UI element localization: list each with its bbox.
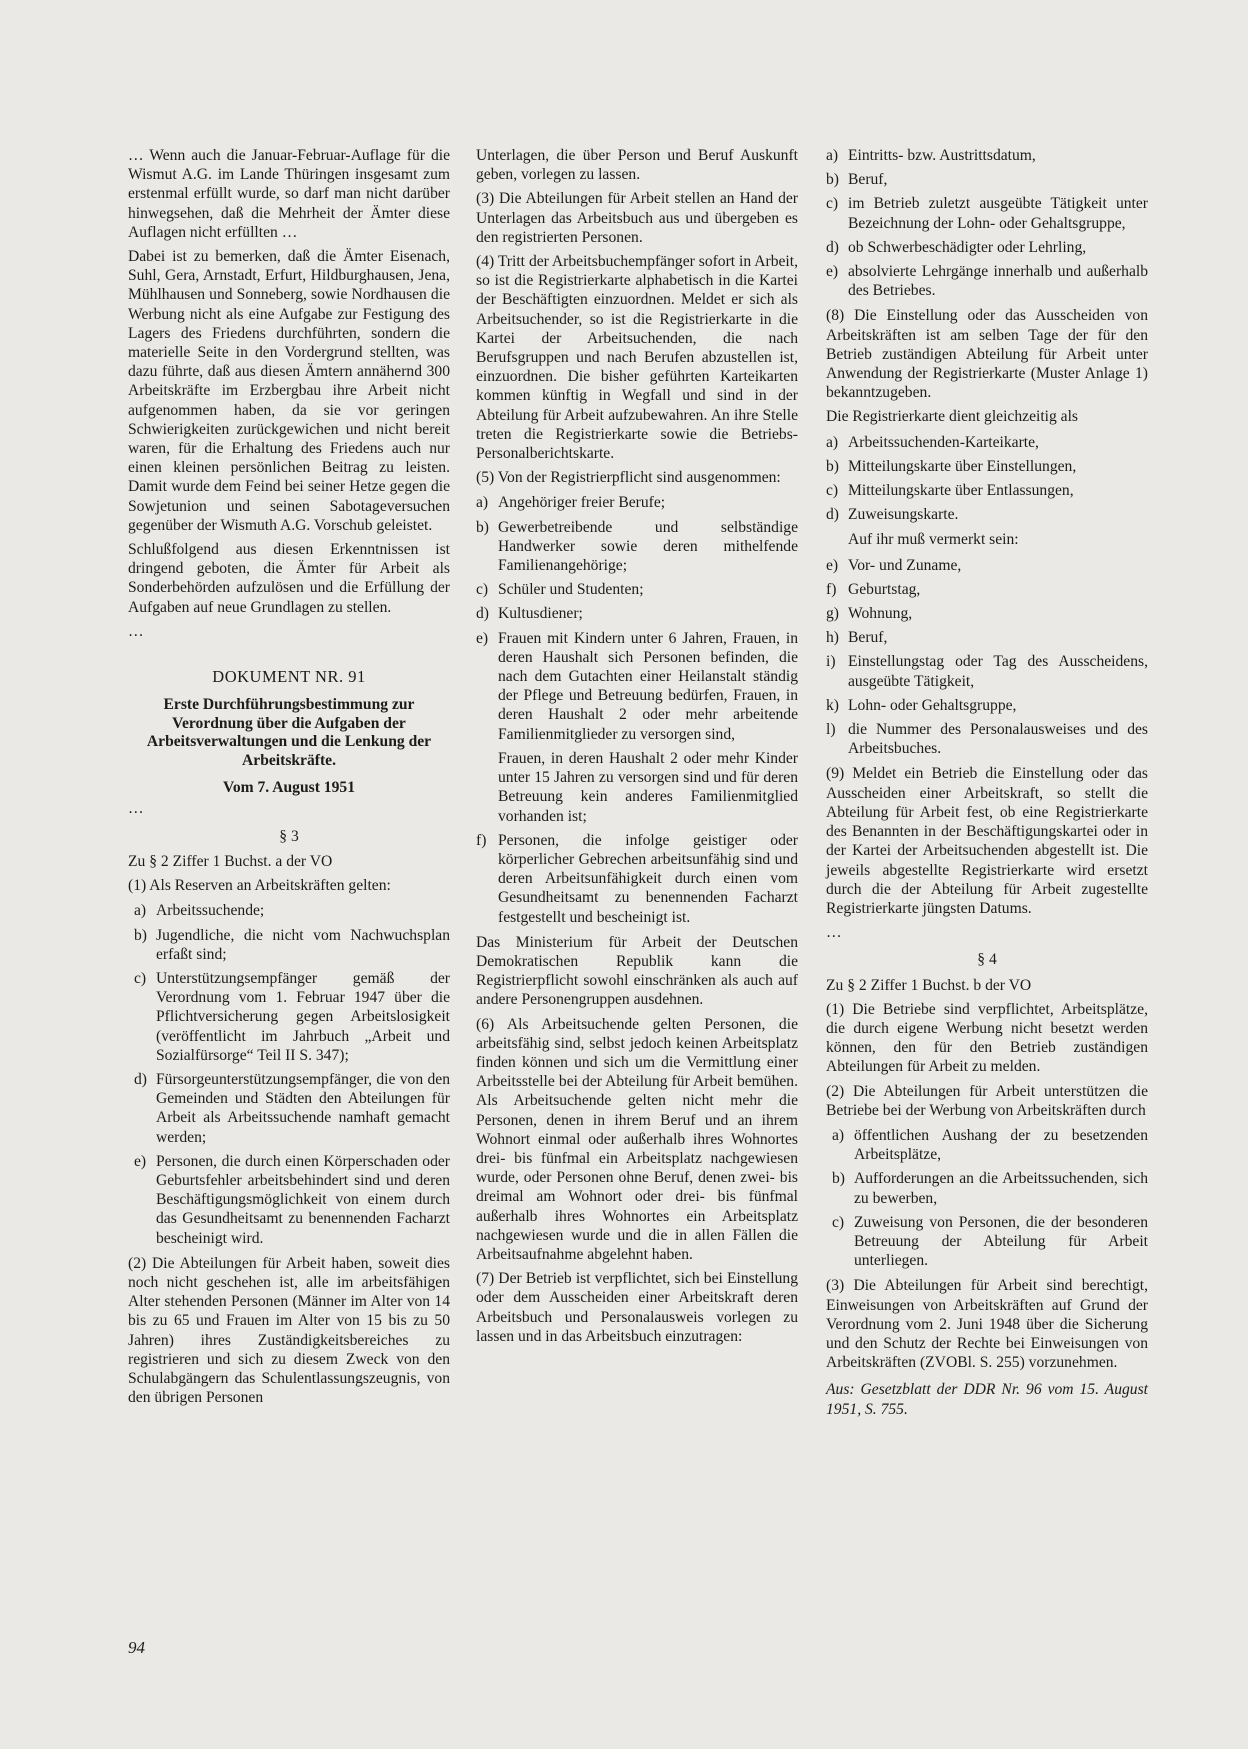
paragraph: (1) Als Reserven an Arbeitskräften gelten: (128, 877, 391, 895)
list-text: absolvierte Lehrgänge innerhalb und außerhalb des Betriebes. (848, 263, 1148, 300)
list-marker: e) (826, 263, 839, 281)
ellipsis: … (128, 622, 144, 640)
list-marker: b) (476, 518, 489, 536)
list-text: Angehöriger freier Berufe; (498, 494, 666, 512)
column-middle (476, 146, 798, 1351)
list-item (134, 1070, 450, 1147)
list-text: Geburtstag, (848, 580, 921, 598)
list-item (832, 1126, 1148, 1164)
list-item (476, 604, 798, 623)
paragraph: Das Ministerium für Arbeit der Deutschen Demokratischen Republik kann die Registrierpflicht sowohl einschränken als auch auf andere Personengruppen ausdehnen. (476, 933, 798, 1009)
paragraph: (2) Die Abteilungen für Arbeit unterstützen die Betriebe bei der Werbung von Arbeitskräften durch (826, 1082, 1148, 1119)
list-text: Arbeitssuchende; (156, 902, 265, 920)
list-text: Schüler und Studenten; (498, 581, 644, 599)
list-marker: c) (826, 482, 839, 500)
section-subheading: Zu § 2 Ziffer 1 Buchst. a der VO (128, 852, 333, 870)
list-marker: c) (826, 195, 839, 213)
document-heading: DOKUMENT NR. 91 (212, 667, 366, 687)
paragraph: (8) Die Einstellung oder das Ausscheiden von Arbeitskräften ist am selben Tage der für den Betrieb zuständigen Abteilung für Arbeit unter Anwendung der Registrierkarte (Muster Anlage 1) bekanntzugeben. (826, 307, 1148, 402)
list-text: Frauen mit Kindern unter 6 Jahren, Frauen, in deren Haushalt sich Personen befinden, die nach dem Gutachten einer Heilanstalt ständig der Pflege und Betreuung bedürfen, Frauen, in deren Haushalt 2 oder mehr arbeitende Familienmitglieder zu versorgen sind, (498, 629, 798, 743)
list-text: Arbeitssuchenden-Karteikarte, (848, 433, 1039, 451)
paragraph: (1) Die Betriebe sind verpflichtet, Arbeitsplätze, die durch eigene Werbung nicht besetzt werden können, den für den Betrieb zuständigen Abteilungen für Arbeit zu melden. (826, 1000, 1148, 1076)
list-item (826, 194, 1148, 232)
list-marker: c) (832, 1213, 845, 1231)
registrierkarte-uses-list (826, 433, 1148, 525)
list-item (476, 493, 798, 512)
list-text: Eintritts- bzw. Austrittsdatum, (848, 147, 1036, 164)
list-marker: c) (134, 969, 147, 987)
paragraph: (2) Die Abteilungen für Arbeit haben, soweit dies noch nicht geschehen ist, alle im arbeitsfähigen Alter stehenden Personen (Männer im Alter von 14 bis zu 65 und Frauen im Alter von 15 bis zu 50 Jahren) ihres Zuständigkeitsbereiches zu registrieren und sich zu diesem Zweck von den Schulabgängern das Schulentlassungszeugnis, von den übrigen Personen (128, 1254, 450, 1407)
list-item (134, 926, 450, 964)
source-citation: Aus: Gesetzblatt der DDR Nr. 96 vom 15. August 1951, S. 755. (826, 1381, 1148, 1418)
list-marker: b) (826, 171, 839, 189)
list-text: ob Schwerbeschädigter oder Lehrling, (848, 238, 1087, 256)
list-text: Personen, die durch einen Körperschaden oder Geburtsfehler arbeitsbehindert sind und deren Beschäftigungsmöglichkeit von einem durch das Gesundheitsamt zu benennenden Facharzt bescheinigt wird. (156, 1152, 450, 1247)
list-text: Aufforderungen an die Arbeitssuchenden, sich zu bewerben, (854, 1170, 1148, 1207)
paragraph: Schlußfolgend aus diesen Erkenntnissen ist dringend geboten, die Ämter für Arbeit als Sonderbehörden aufzulösen und die Erfüllung der Aufgaben auf neue Grundlagen zu stellen. (128, 541, 450, 616)
list-item (826, 433, 1148, 452)
list-text: öffentlichen Aushang der zu besetzenden Arbeitsplätze, (854, 1126, 1148, 1164)
paragraph: (3) Die Abteilungen für Arbeit sind berechtigt, Einweisungen von Arbeitskräften auf Grund der Verordnung vom 2. Juni 1948 über die Sicherung und den Schutz der Rechte bei Einweisungen von Arbeitskräften (ZVOBl. S. 255) vorzunehmen. (826, 1277, 1148, 1372)
document-title: Erste Durchführungsbestimmung zur Verordnung über die Aufgaben der Arbeitsverwaltungen und die Lenkung der Arbeitskräfte. (146, 696, 432, 769)
ellipsis: … (826, 924, 842, 942)
section-heading: § 4 (977, 951, 997, 969)
list-marker: i) (826, 653, 836, 671)
list-marker: f) (826, 580, 837, 598)
list-text: Beruf, (848, 629, 888, 647)
paragraph: Die Registrierkarte dient gleichzeitig als (826, 408, 1079, 426)
list-marker: d) (476, 605, 489, 623)
list-item (826, 628, 1148, 647)
list-item (826, 696, 1148, 715)
list-item (826, 556, 1148, 575)
paragraph: Unterlagen, die über Person und Beruf Auskunft geben, vorlegen zu lassen. (476, 147, 798, 184)
list-item (476, 831, 798, 927)
list-marker: d) (826, 238, 839, 256)
list-item (832, 1213, 1148, 1271)
intro-quote: … Wenn auch die Januar-Februar-Auflage für die Wismut A.G. im Lande Thüringen insgesamt zum erstenmal erfüllt wurde, so darf man nicht darüber hinwegsehen, daß die Mehrheit der Ämter diese Auflagen nicht erfüllten … (128, 147, 450, 241)
list-item (826, 652, 1148, 690)
list-item (826, 481, 1148, 500)
paragraph: (3) Die Abteilungen für Arbeit stellen an Hand der Unterlagen das Arbeitsbuch aus und übergeben es den registrierten Personen. (476, 190, 798, 246)
list-text: Frauen, in deren Haushalt 2 oder mehr Kinder unter 15 Jahren zu versorgen sind und für deren Betreuung kein anderes Familienmitglied vorhanden ist; (498, 749, 798, 825)
arbeitsbuch-entries-list (826, 146, 1148, 300)
list-item (826, 720, 1148, 758)
list-marker: a) (832, 1126, 845, 1144)
list-text: im Betrieb zuletzt ausgeübte Tätigkeit unter Bezeichnung der Lohn- oder Gehaltsgruppe, (848, 195, 1148, 232)
list-text: Mitteilungskarte über Einstellungen, (848, 457, 1077, 475)
document-date: Vom 7. August 1951 (223, 779, 355, 797)
section-subheading: Zu § 2 Ziffer 1 Buchst. b der VO (826, 976, 1032, 994)
paragraph: Auf ihr muß vermerkt sein: (848, 531, 1019, 549)
list-text: Einstellungstag oder Tag des Ausscheidens, ausgeübte Tätigkeit, (848, 653, 1148, 690)
list-marker: b) (134, 926, 147, 944)
ellipsis: … (128, 800, 144, 818)
list-marker: e) (826, 556, 839, 574)
list-marker: h) (826, 629, 839, 647)
list-item (134, 969, 450, 1065)
list-item (832, 1169, 1148, 1207)
list-item (826, 238, 1148, 257)
list-item (826, 580, 1148, 599)
list-text: Wohnung, (848, 605, 913, 623)
column-left (128, 146, 450, 1412)
list-marker: d) (826, 506, 839, 524)
list-marker: k) (826, 696, 839, 714)
list-marker: e) (476, 629, 489, 647)
list-item (826, 170, 1148, 189)
list-text: Mitteilungskarte über Entlassungen, (848, 482, 1074, 500)
list-marker: b) (826, 457, 839, 475)
list-item (476, 580, 798, 599)
list-text: Fürsorgeunterstützungsempfänger, die von den Gemeinden und Städten den Abteilungen für Arbeit als Arbeitssuchende namhaft gemacht werden; (156, 1070, 450, 1146)
list-item (826, 146, 1148, 165)
list-marker: f) (476, 831, 487, 849)
paragraph: (9) Meldet ein Betrieb die Einstellung oder das Ausscheiden einer Arbeitskraft, so stellt die Abteilung für Arbeit fest, ob eine Registrierkarte des Benannten in der Beschäftigungskartei oder in der Kartei der Arbeitsuchenden abgestellt ist. Die jeweils abgestellte Registrierkarte wird ersetzt durch die der Abteilung für Arbeit zugestellte Registrierkarte jüngsten Datums. (826, 765, 1148, 917)
list-item (826, 262, 1148, 300)
list-marker: d) (134, 1070, 147, 1088)
list-text: Zuweisungskarte. (848, 506, 959, 524)
exemption-list (476, 493, 798, 926)
list-text: Personen, die infolge geistiger oder körperlicher Gebrechen arbeitsunfähig sind und deren Arbeitsunfähigkeit durch einen vom Gesundheitsamt zu benennenden Facharzt festgestellt und bescheinigt ist. (498, 831, 798, 926)
paragraph: (6) Als Arbeitsuchende gelten Personen, die arbeitsfähig sind, selbst jedoch keinen Arbeitsplatz finden können und sich um die Vermittlung einer Arbeitsstelle bei der Abteilung für Arbeit bemühen. Als Arbeitsuchende gelten nicht mehr die Personen, denen in ihrem Beruf und an ihrem Wohnort einmal oder außerhalb ihres Wohnortes drei- bis fünfmal ein Arbeitsplatz nachgewiesen wurde, oder Personen ohne Beruf, denen zwei- bis dreimal am Wohnort oder drei- bis fünfmal außerhalb ihres Wohnortes ein Arbeitsplatz nachgewiesen wurde und die in allen Fällen die Arbeitsaufnahme abgelehnt haben. (476, 1015, 798, 1263)
list-item (134, 901, 450, 920)
list-marker: c) (476, 581, 489, 599)
column-right (826, 146, 1148, 1424)
list-item (826, 604, 1148, 623)
registrierkarte-fields-list (826, 556, 1148, 759)
list-marker: l) (826, 721, 836, 739)
support-measures-list (826, 1126, 1148, 1270)
page-number: 94 (128, 1638, 145, 1657)
list-text: Lohn- oder Gehaltsgruppe, (848, 696, 1017, 714)
list-text: die Nummer des Personalausweises und des Arbeitsbuches. (848, 721, 1148, 758)
list-marker: b) (832, 1170, 845, 1188)
list-text: Beruf, (848, 171, 888, 189)
reserve-list (128, 901, 450, 1247)
list-marker: e) (134, 1152, 147, 1170)
paragraph: (5) Von der Registrierpflicht sind ausgenommen: (476, 469, 781, 487)
list-marker: a) (476, 494, 489, 512)
list-item-continuation (476, 749, 798, 826)
list-item (476, 629, 798, 744)
list-item (826, 505, 1148, 524)
paragraph: (4) Tritt der Arbeitsbuchempfänger sofort in Arbeit, so ist die Registrierkarte alphabetisch in die Kartei der Beschäftigten einzuordnen. Meldet er sich als Arbeitsuchender, so ist die Registrierkarte in die Kartei der Arbeitsuchenden, die nach Berufsgruppen und nach Berufen abzustellen ist, einzuordnen. Die bisher geführten Karteikarten kommen künftig in Wegfall und sind in der Abteilung für Arbeit aufzubewahren. An ihre Stelle treten die Registrierkarte sowie die Betriebs-Personalberichtskarte. (476, 253, 798, 463)
list-text: Kultusdiener; (498, 605, 583, 623)
list-marker: g) (826, 605, 839, 623)
list-item (826, 457, 1148, 476)
list-text: Jugendliche, die nicht vom Nachwuchsplan erfaßt sind; (156, 926, 450, 963)
list-text: Gewerbetreibende und selbständige Handwerker sowie deren mithelfende Familienangehörige; (498, 518, 798, 575)
list-item (476, 518, 798, 576)
list-text: Zuweisung von Personen, die der besonderen Betreuung der Abteilung für Arbeit unterliegen. (854, 1213, 1148, 1270)
section-heading: § 3 (279, 827, 299, 845)
paragraph: (7) Der Betrieb ist verpflichtet, sich bei Einstellung oder dem Ausscheiden einer Arbeitskraft deren Arbeitsbuch und Personalausweis vorlegen zu lassen und in das Arbeitsbuch einzutragen: (476, 1270, 798, 1345)
list-marker: a) (826, 433, 839, 451)
paragraph: Dabei ist zu bemerken, daß die Ämter Eisenach, Suhl, Gera, Arnstadt, Erfurt, Hildburghausen, Jena, Mühlhausen und Sonneberg, sowie Nordhausen die Werbung nicht als eine Aufgabe zur Festigung des Lagers des Friedens durchführten, sondern die materielle Seite in den Vordergrund stellten, was dazu führte, daß aus diesen Ämtern annähernd 300 Arbeitskräfte im Erzbergbau ihre Arbeit nicht aufgenommen haben, da sie vor geringen Schwierigkeiten zurückgewichen und nicht bereit waren, für die Erhaltung des Friedens auch nur einen kleinen persönlichen Beitrag zu leisten. Damit wurde dem Feind bei seiner Hetze gegen die Sowjetunion und seinen Sabotageversuchen gegenüber der Wismuth A.G. Vorschub geleistet. (128, 248, 450, 534)
list-marker: a) (826, 147, 839, 164)
list-text: Unterstützungsempfänger gemäß der Verordnung vom 1. Februar 1947 über die Pflichtversicherung gegen Arbeitslosigkeit (veröffentlicht im Jahrbuch „Arbeit und Sozialfürsorge“ Teil II S. 347); (156, 969, 450, 1064)
list-text: Vor- und Zuname, (848, 556, 962, 574)
list-item (134, 1152, 450, 1248)
list-marker: a) (134, 902, 147, 920)
